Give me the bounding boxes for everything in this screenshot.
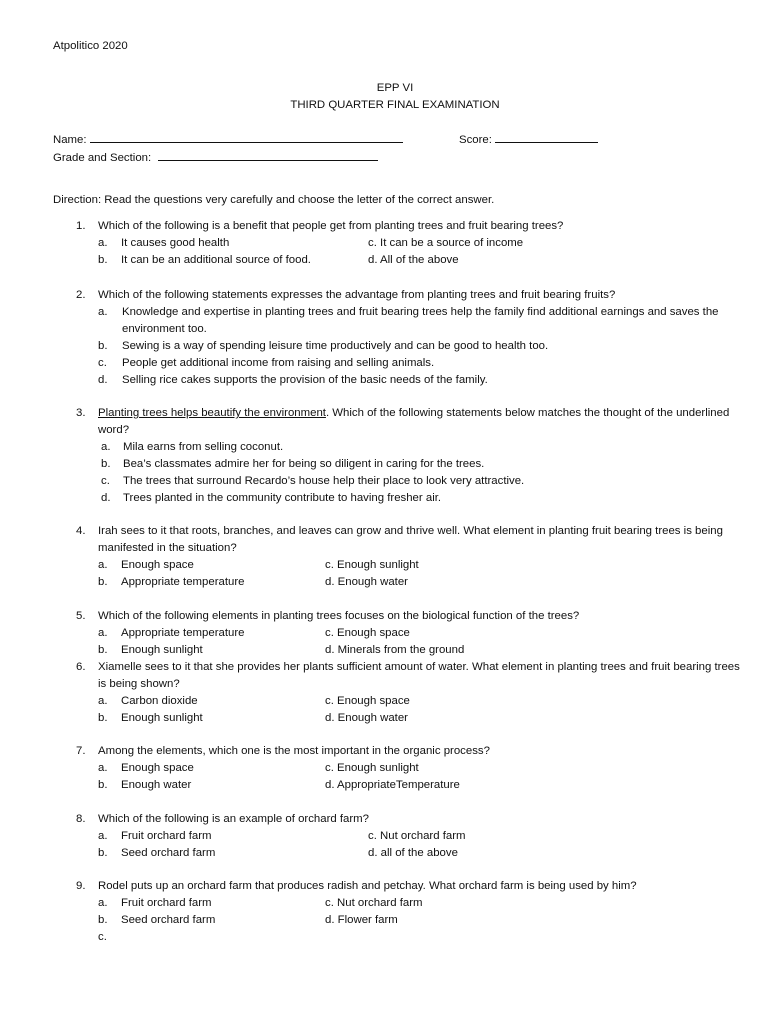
option-letter: d. [98,374,108,386]
option-row [53,574,743,591]
question-8 [53,811,743,862]
option-b: Enough water [121,779,192,791]
option-a: Knowledge and expertise in planting trees and fruit bearing trees help the family find additional earnings and saves the environment too. [122,306,719,335]
option-d: d. Flower farm [325,914,398,926]
option-row [53,828,743,845]
option-letter: a. [98,762,108,774]
option-b: It can be an additional source of food. [121,254,311,266]
option-d-row [53,372,743,389]
header-watermark: Atpolitico 2020 [53,40,128,52]
exam-title: THIRD QUARTER FINAL EXAMINATION [290,99,500,111]
option-letter: a. [98,695,108,707]
option-letter: a. [98,627,108,639]
option-row [53,895,743,912]
option-d: d. Minerals from the ground [325,644,465,656]
option-row [53,642,743,659]
option-b: Bea’s classmates admire her for being so diligent in caring for the trees. [123,458,485,470]
option-c: c. It can be a source of income [368,237,524,249]
option-a: Mila earns from selling coconut. [123,441,284,453]
question-text: Rodel puts up an orchard farm that produces radish and petchay. What orchard farm is being used by him? [98,880,637,892]
option-letter: b. [101,458,111,470]
question-number: 5. [76,610,86,622]
option-letter: a. [98,306,108,318]
question-number: 6. [76,661,86,673]
option-c: c. Enough space [325,627,410,639]
name-line [53,130,403,148]
option-a: Carbon dioxide [121,695,198,707]
option-d: Selling rice cakes supports the provision of the basic needs of the family. [122,374,488,386]
option-c-row [53,473,743,490]
question-text: Which of the following statements expresses the advantage from planting trees and fruit bearing fruits? [98,289,616,301]
option-c: c. Enough space [325,695,410,707]
option-a: Enough space [121,559,194,571]
score-label: Score: [459,134,492,146]
question-9 [53,878,743,946]
option-row [53,912,743,929]
option-d: d. all of the above [368,847,458,859]
underlined-phrase: Planting trees helps beautify the environment [98,407,326,419]
option-b: Appropriate temperature [121,576,245,588]
question-6 [53,659,743,727]
option-b: Seed orchard farm [121,914,216,926]
option-row [53,845,743,862]
option-d-row [53,490,743,507]
grade-line [53,148,378,166]
question-3 [53,405,743,507]
option-row [53,252,743,269]
question-text: Among the elements, which one is the most important in the organic process? [98,745,490,757]
option-row [53,710,743,727]
option-d: d. All of the above [368,254,459,266]
question-text: Irah sees to it that roots, branches, and leaves can grow and thrive well. What element in planting fruit bearing trees is being manifested in the situation? [98,525,723,554]
option-c: c. Enough sunlight [325,559,419,571]
option-b: Enough sunlight [121,644,203,656]
score-line [459,130,598,148]
option-a: Appropriate temperature [121,627,245,639]
question-2 [53,287,743,389]
option-d: Trees planted in the community contribute to having fresher air. [123,492,442,504]
option-c: c. Enough sunlight [325,762,419,774]
question-number: 7. [76,745,86,757]
option-row [53,625,743,642]
question-1 [53,218,743,269]
score-field[interactable] [495,130,598,143]
option-letter: a. [98,237,108,249]
option-c: People get additional income from raising and selling animals. [122,357,435,369]
question-text: Which of the following is an example of orchard farm? [98,813,369,825]
option-d: d. Enough water [325,576,408,588]
question-text: . Which of the following statements below matches the thought of the underlined word? [98,407,730,436]
option-a-row [53,439,743,456]
question-number: 3. [76,407,86,419]
question-number: 1. [76,220,86,232]
option-b-row [53,338,743,355]
option-d: d. Enough water [325,712,408,724]
option-letter: d. [101,492,111,504]
option-b-row [53,456,743,473]
option-b: Enough sunlight [121,712,203,724]
option-a: Enough space [121,762,194,774]
option-letter: c. [98,931,107,943]
question-text: Xiamelle sees to it that she provides her plants sufficient amount of water. What element in planting trees and fruit bearing trees is being shown? [98,661,740,690]
option-letter: b. [98,914,108,926]
option-letter: b. [98,576,108,588]
option-letter: b. [98,340,108,352]
question-text: Which of the following is a benefit that people get from planting trees and fruit bearing trees? [98,220,564,232]
option-a: Fruit orchard farm [121,830,212,842]
option-b: Seed orchard farm [121,847,216,859]
question-number: 9. [76,880,86,892]
option-a: Fruit orchard farm [121,897,212,909]
option-c-row [53,355,743,372]
option-letter: b. [98,779,108,791]
grade-field[interactable] [158,148,378,161]
option-letter: a. [101,441,111,453]
question-text: Which of the following elements in planting trees focuses on the biological function of the trees? [98,610,580,622]
option-a-row [53,304,743,338]
option-c: The trees that surround Recardo’s house help their place to look very attractive. [123,475,525,487]
option-letter: c. [101,475,110,487]
option-row [53,777,743,794]
option-letter: a. [98,559,108,571]
option-letter: b. [98,847,108,859]
option-letter: a. [98,830,108,842]
option-row [53,693,743,710]
option-row [53,235,743,252]
question-4 [53,523,743,591]
option-c: c. Nut orchard farm [368,830,466,842]
question-7 [53,743,743,794]
question-5 [53,608,743,659]
name-label: Name: [53,134,87,146]
option-row [53,929,743,946]
direction-text: Direction: Read the questions very carefully and choose the letter of the correct answer. [53,194,495,206]
option-a: It causes good health [121,237,230,249]
option-c: c. Nut orchard farm [325,897,423,909]
question-number: 4. [76,525,86,537]
question-number: 8. [76,813,86,825]
option-letter: c. [98,357,107,369]
option-b: Sewing is a way of spending leisure time productively and can be good to health too. [122,340,549,352]
subject-title: EPP VI [376,82,414,94]
option-row [53,557,743,574]
name-field[interactable] [90,130,403,143]
option-letter: b. [98,712,108,724]
question-number: 2. [76,289,86,301]
option-letter: b. [98,644,108,656]
option-d: d. AppropriateTemperature [325,779,460,791]
option-letter: a. [98,897,108,909]
option-row [53,760,743,777]
option-letter: b. [98,254,108,266]
grade-label: Grade and Section: [53,152,152,164]
